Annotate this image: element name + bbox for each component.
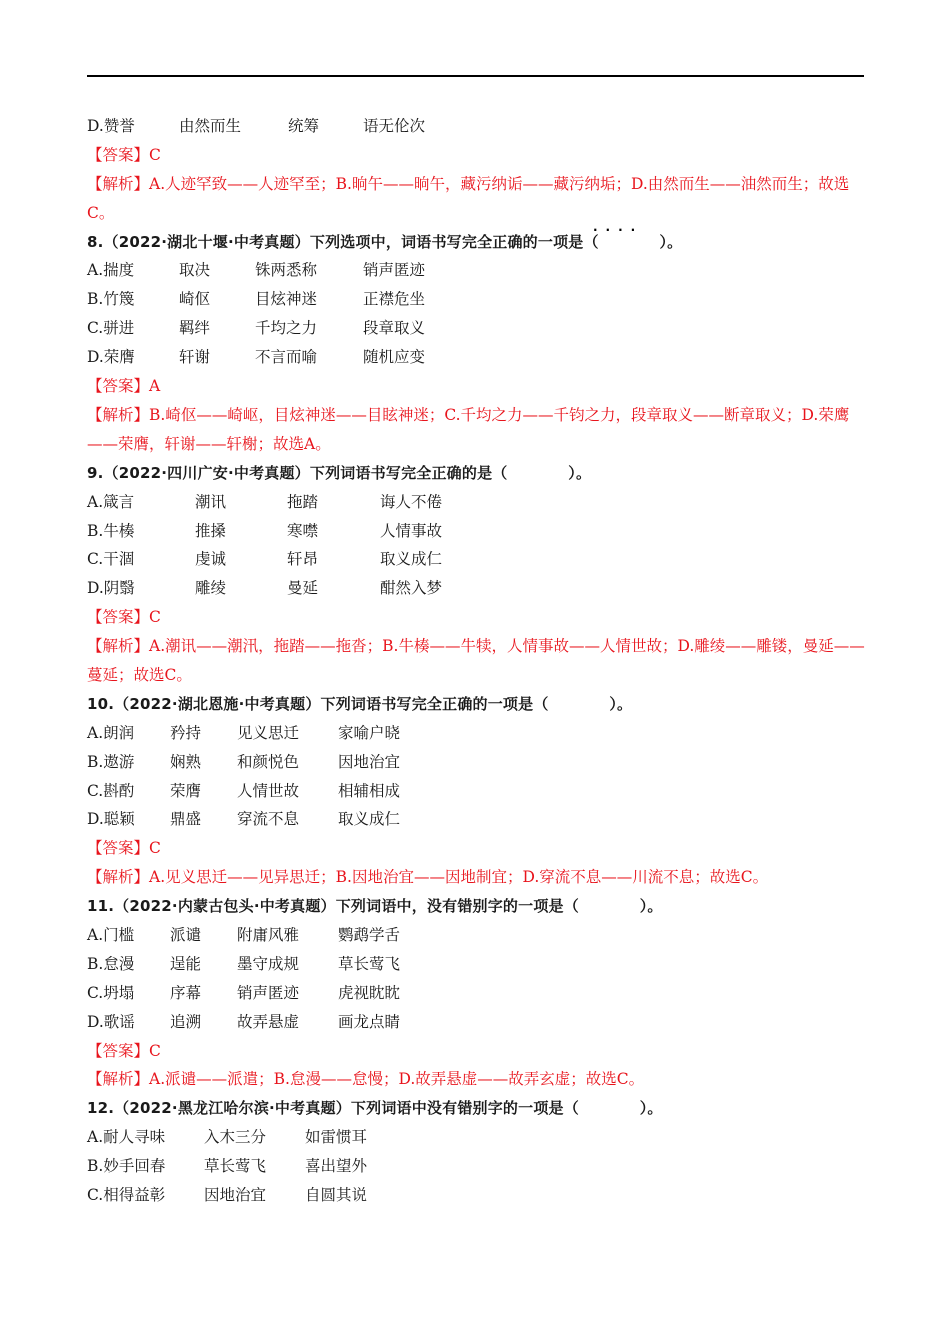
option-row — [87, 285, 867, 314]
answer-line: 【答案】C — [87, 608, 161, 627]
option-cell: A.揣度 — [87, 261, 135, 280]
option-row — [87, 488, 867, 517]
question-title: ···· 8.（2022·湖北十堰·中考真题）下列选项中，词语书写完全正确的一项是（ ）。 — [87, 222, 683, 251]
option-cell: C.骈进 — [87, 319, 135, 338]
option-cell: B.竹篾 — [87, 290, 135, 309]
option-cell: 人情事故 — [380, 521, 443, 540]
option-cell: B.遨游 — [87, 752, 135, 771]
option-row — [87, 343, 867, 372]
option-row — [87, 777, 867, 806]
option-cell: 崎伛 — [179, 290, 211, 309]
answer-line: 【答案】A — [87, 377, 161, 396]
option-cell: 如雷惯耳 — [305, 1128, 368, 1147]
option-cell: B.妙手回春 — [87, 1157, 166, 1176]
analysis-line: 【解析】A.潮讯——潮汛，拖踏——拖沓；B.牛楱——牛犊，人情事故——人情世故；D.雕绫——雕镂，曼延——蔓延；故选C。 — [87, 637, 865, 684]
option-cell: A.朗润 — [87, 723, 135, 742]
option-cell: C.斟酌 — [87, 781, 135, 800]
option-cell: 虎视眈眈 — [338, 983, 401, 1002]
option-cell: 自圆其说 — [305, 1186, 368, 1205]
option-cell: 和颜悦色 — [237, 752, 300, 771]
option-cell: D.阴翳 — [87, 579, 135, 598]
option-cell: C.干涸 — [87, 550, 135, 569]
option-cell: 酣然入梦 — [380, 579, 443, 598]
analysis-line: 【解析】A.人迹罕致——人迹罕至；B.晌午——晌午，藏污纳诟——藏污纳垢；D.由然而生——油然而生；故选C。 — [87, 174, 850, 222]
option-cell: 语无伦次 — [363, 117, 426, 135]
option-cell: 因地治宜 — [338, 752, 401, 771]
option-cell: 拖踏 — [287, 492, 319, 511]
answer-line: 【答案】C — [87, 145, 161, 164]
option-cell: D.聪颖 — [87, 810, 135, 829]
option-cell: 取决 — [179, 261, 211, 280]
option-cell: 虔诚 — [195, 550, 227, 569]
option-cell: 见义思迁 — [237, 723, 300, 742]
option-cell: 逞能 — [170, 954, 202, 973]
header-rule — [87, 75, 864, 77]
option-cell: 鼎盛 — [170, 810, 202, 829]
option-cell: 人情世故 — [237, 781, 300, 800]
option-row — [87, 1008, 867, 1037]
option-row — [87, 921, 867, 950]
option-cell: 追溯 — [170, 1012, 202, 1031]
analysis-line: 【解析】A.派谴——派遣；B.怠漫——怠慢；D.故弄悬虚——故弄玄虚；故选C。 — [87, 1070, 645, 1089]
option-cell: 穿流不息 — [237, 810, 300, 829]
option-row — [87, 979, 867, 1008]
option-cell: 派谴 — [170, 926, 202, 945]
option-cell: D.歌谣 — [87, 1012, 135, 1031]
option-cell: 羁绊 — [179, 319, 211, 338]
option-cell: 草长莺飞 — [338, 954, 401, 973]
answer-line: 【答案】C — [87, 839, 161, 858]
option-row — [87, 314, 867, 343]
option-cell: 取义成仁 — [338, 810, 401, 829]
option-cell: 正襟危坐 — [363, 290, 426, 309]
option-cell: 家喻户晓 — [338, 723, 401, 742]
analysis-line: 【解析】B.崎伛——崎岖，目炫神迷——目眩神迷；C.千均之力——千钧之力，段章取义——断章取义；D.荣鹰——荣膺，轩谢——轩榭；故选A。 — [87, 405, 850, 453]
option-cell: 轩谢 — [179, 348, 211, 367]
option-cell: 喜出望外 — [305, 1157, 368, 1176]
option-cell: 诲人不倦 — [380, 492, 443, 511]
emphasis-dots: ···· — [593, 222, 644, 237]
option-cell: C.坍塌 — [87, 983, 135, 1002]
option-cell: 目炫神迷 — [255, 290, 318, 309]
option-cell: A.耐人寻味 — [87, 1128, 166, 1147]
option-cell: 千均之力 — [255, 319, 318, 338]
option-row — [87, 112, 867, 141]
option-cell: 销声匿迹 — [237, 983, 300, 1002]
option-cell: 娴熟 — [170, 752, 202, 771]
option-row — [87, 748, 867, 777]
option-cell: 因地治宜 — [204, 1186, 267, 1205]
option-row — [87, 517, 867, 546]
option-row — [87, 1181, 867, 1210]
option-cell: 墨守成规 — [237, 954, 300, 973]
option-cell: 草长莺飞 — [204, 1157, 267, 1176]
option-cell: A.门槛 — [87, 926, 135, 945]
option-row — [87, 256, 867, 285]
question-title: 10.（2022·湖北恩施·中考真题）下列词语书写完全正确的一项是（ ）。 — [87, 694, 633, 713]
answer-line: 【答案】C — [87, 1041, 161, 1060]
option-cell: 矜持 — [170, 723, 202, 742]
option-cell: 销声匿迹 — [363, 261, 426, 280]
option-row — [87, 1123, 867, 1152]
question-title: 11.（2022·内蒙古包头·中考真题）下列词语中，没有错别字的一项是（ ）。 — [87, 897, 663, 916]
option-cell: 取义成仁 — [380, 550, 443, 569]
option-cell: 寒噤 — [287, 521, 319, 540]
option-cell: 统筹 — [288, 117, 320, 135]
option-cell: 附庸风雅 — [237, 926, 300, 945]
option-cell: 曼延 — [287, 579, 319, 598]
option-row — [87, 1152, 867, 1181]
option-cell: B.怠漫 — [87, 954, 135, 973]
option-cell: D.赞誉 — [87, 117, 135, 135]
option-row — [87, 950, 867, 979]
option-cell: 轩昂 — [287, 550, 319, 569]
option-cell: 不言而喻 — [255, 348, 318, 367]
option-cell: 潮讯 — [195, 492, 227, 511]
option-cell: 故弄悬虚 — [237, 1012, 300, 1031]
option-cell: 荣膺 — [170, 781, 202, 800]
question-title: 12.（2022·黑龙江哈尔滨·中考真题）下列词语中没有错别字的一项是（ ）。 — [87, 1099, 663, 1118]
option-cell: 雕绫 — [195, 579, 227, 598]
option-cell: 画龙点睛 — [338, 1012, 401, 1031]
option-row — [87, 805, 867, 834]
page-content — [87, 112, 867, 1210]
option-row — [87, 719, 867, 748]
option-cell: 鹦鹉学舌 — [338, 926, 401, 945]
option-cell: 段章取义 — [363, 319, 426, 338]
option-cell: 推搡 — [195, 521, 227, 540]
option-cell: A.箴言 — [87, 492, 135, 511]
option-cell: C.相得益彰 — [87, 1186, 166, 1205]
option-cell: 由然而生 — [179, 117, 242, 135]
option-cell: B.牛楱 — [87, 521, 135, 540]
option-cell: 随机应变 — [363, 348, 426, 367]
option-cell: D.荣膺 — [87, 348, 135, 367]
option-row — [87, 545, 867, 574]
option-cell: 序幕 — [170, 983, 202, 1002]
option-cell: 相辅相成 — [338, 781, 401, 800]
option-cell: 入木三分 — [204, 1128, 267, 1147]
analysis-line: 【解析】A.见义思迁——见异思迁；B.因地治宜——因地制宜；D.穿流不息——川流不息；故选C。 — [87, 868, 769, 887]
option-row — [87, 574, 867, 603]
question-title: 9.（2022·四川广安·中考真题）下列词语书写完全正确的是（ ）。 — [87, 463, 592, 482]
option-cell: 铢两悉称 — [255, 261, 318, 280]
